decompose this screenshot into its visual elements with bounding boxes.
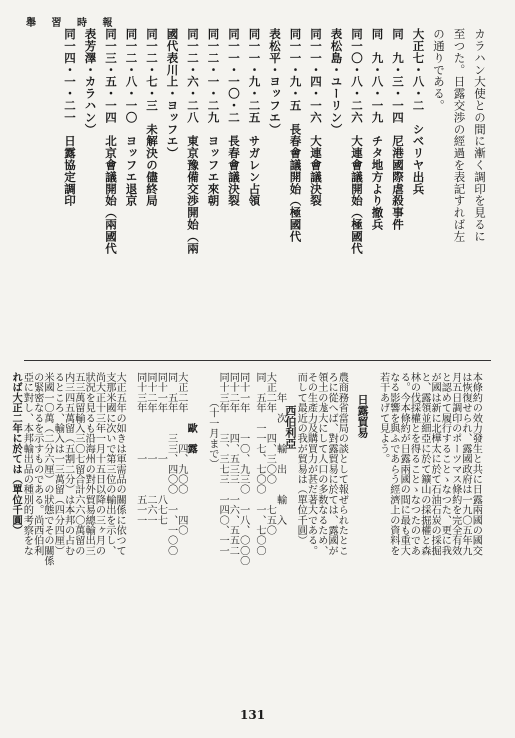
text-column: 而して最近の我が貿易は（單位千圓） — [295, 372, 307, 546]
text-column: 年 次 輸 出 輸 入 — [274, 372, 286, 525]
text-column: 同一四・一・二一 日露協定調印 — [63, 28, 77, 207]
text-column: 同十一年 一〇、九三〇 一八、〇〇〇 — [237, 372, 249, 566]
text-column: 狀況を見るも沿海州の對外貿易總輸出三 — [83, 372, 95, 556]
text-column: 大正二年 四、九〇〇 四〇 — [175, 372, 187, 536]
text-column: 同一一・九・二五 サガレン占領 — [247, 28, 262, 207]
text-column: 同 五年 一一七、七〇〇 一、七〇〇 — [253, 372, 265, 556]
text-column: 同 九・八・一九 チタ地方より撤兵 — [370, 28, 385, 231]
text-column: 同十三年 一 五一一 — [134, 372, 146, 525]
text-column: 若干あげて見よう。 — [377, 372, 389, 464]
text-column: なる影響を與ふであらう經濟上の資料を — [387, 372, 399, 556]
text-column: 表芳澤・カラハン） — [83, 28, 98, 136]
text-column: 同十二年 一 二六一 — [144, 372, 156, 525]
text-column: 至つた。日露交渉の經過を表記すれば左 — [452, 28, 467, 243]
text-column: ろに從へば、對露貿易に於ては、露國が — [326, 372, 338, 556]
text-column: その生產力及購買力が甚だ著大である。 — [305, 372, 317, 556]
text-column: 同 五年 三三、四〇〇 一、一〇〇 — [165, 372, 177, 556]
text-column: （十一月まで） — [206, 372, 218, 469]
text-column: 同十二年 四、五三三 一六、五五二 — [227, 372, 239, 556]
text-column: るところ、輸入は一三萬留（四分四厘） — [52, 372, 64, 556]
text-column: 農商務省當局の談として報ぜられたとこ — [336, 372, 348, 556]
text-column: 同一二・六・二八 東京豫備交渉開始（兩 — [186, 28, 200, 255]
text-column: と、露領並細亞に於て鑛山の採掘權と森 — [418, 372, 430, 556]
text-column: 同一二・七・三 未解決の儘終局 — [145, 28, 159, 207]
text-column: 尚大正十三年一月十五日以降の三ヶ月の — [93, 372, 105, 556]
text-column: 同一一・一〇・二 長春會議決裂 — [227, 28, 241, 207]
text-column: は恢復せられ、露國政府は一九〇五年九 — [459, 372, 471, 556]
text-column: 同十三年 三、三七三 一四〇、一一 — [217, 372, 229, 556]
text-column: 五三萬留輸入三〇七留合計六六〇萬留の — [72, 372, 84, 556]
text-column: れば大正二年に於ては（單位千圓） — [10, 372, 23, 536]
text-column: と認めて履行することゝなつた、更に我 — [439, 372, 451, 556]
running-header: 舉 習 時 報 — [26, 18, 119, 29]
text-column: 日露貿易 — [355, 372, 369, 438]
text-column: 同一二・一・二九 ヨッフエ來朝 — [206, 28, 221, 207]
text-column: 亞に對し、本邦輸出品の種別的考察をな — [21, 372, 33, 556]
text-column: 表松島・ユーリン） — [329, 28, 344, 136]
text-column: 領土の尨大にして人口の多数なるため、 — [315, 372, 327, 556]
text-column: 大正七・八・二 シベリヤ出兵 — [411, 28, 426, 195]
text-column: 同一〇・八・二六 大連會議開始（極國代 — [350, 28, 364, 255]
text-column: が國は新に北樺太に於て石油石炭の採掘 — [429, 372, 441, 556]
text-column: 同一二・八・一〇 ヨッフエ退京 — [124, 28, 139, 207]
text-column: 支那米國に次いで第三位の輸出を示し、 — [103, 372, 115, 556]
text-column: の緊密なるを示すものである。尚西伯利 — [31, 372, 43, 556]
text-column: の通りである。 — [432, 28, 446, 112]
text-column: 西伯利亞 — [283, 372, 297, 449]
text-column: 月五日調印のポーツマス條約を完全有效 — [449, 372, 461, 556]
section-divider — [24, 360, 491, 361]
text-column: 本條約の效力發生と共に日露兩國の國交 — [470, 372, 482, 556]
text-column: 林の伐採權とを得ることゝなつたのであ — [408, 372, 420, 556]
text-column: 米國一〇萬（二分六厘）の狀態でその關係 — [41, 372, 53, 566]
text-column: 同一三・五・一四 北京會議開始（兩國代 — [104, 28, 118, 255]
text-column: 同一一・四・一六 大連會議決裂 — [309, 28, 323, 207]
text-column: 同一一・九・五 長春會議開始（極國代 — [288, 28, 303, 243]
page-number: 131 — [240, 708, 266, 722]
text-column: 表松平・ヨッフエ） — [268, 28, 282, 136]
text-column: 歐 露 — [185, 372, 198, 454]
text-column: 同 九・三・一四 尼港國際虐殺事件 — [391, 28, 405, 231]
text-column: カラハン大使との間に漸く調印を見るに — [473, 28, 487, 243]
text-column: 大正二年 四、三〇〇 七五〇 — [264, 372, 276, 536]
text-column: 國代表川上・ヨッフエ） — [165, 28, 180, 159]
text-column: 大正五年の如きは軍需品の關係に依つて — [114, 372, 126, 556]
text-column: 同十一年 一 八七七 — [155, 372, 167, 525]
text-column: 内三四五萬留（五割二分）は本邦の占む — [62, 372, 74, 556]
text-column: る。今本條約が日露兩國の間に最も重大 — [398, 372, 410, 556]
